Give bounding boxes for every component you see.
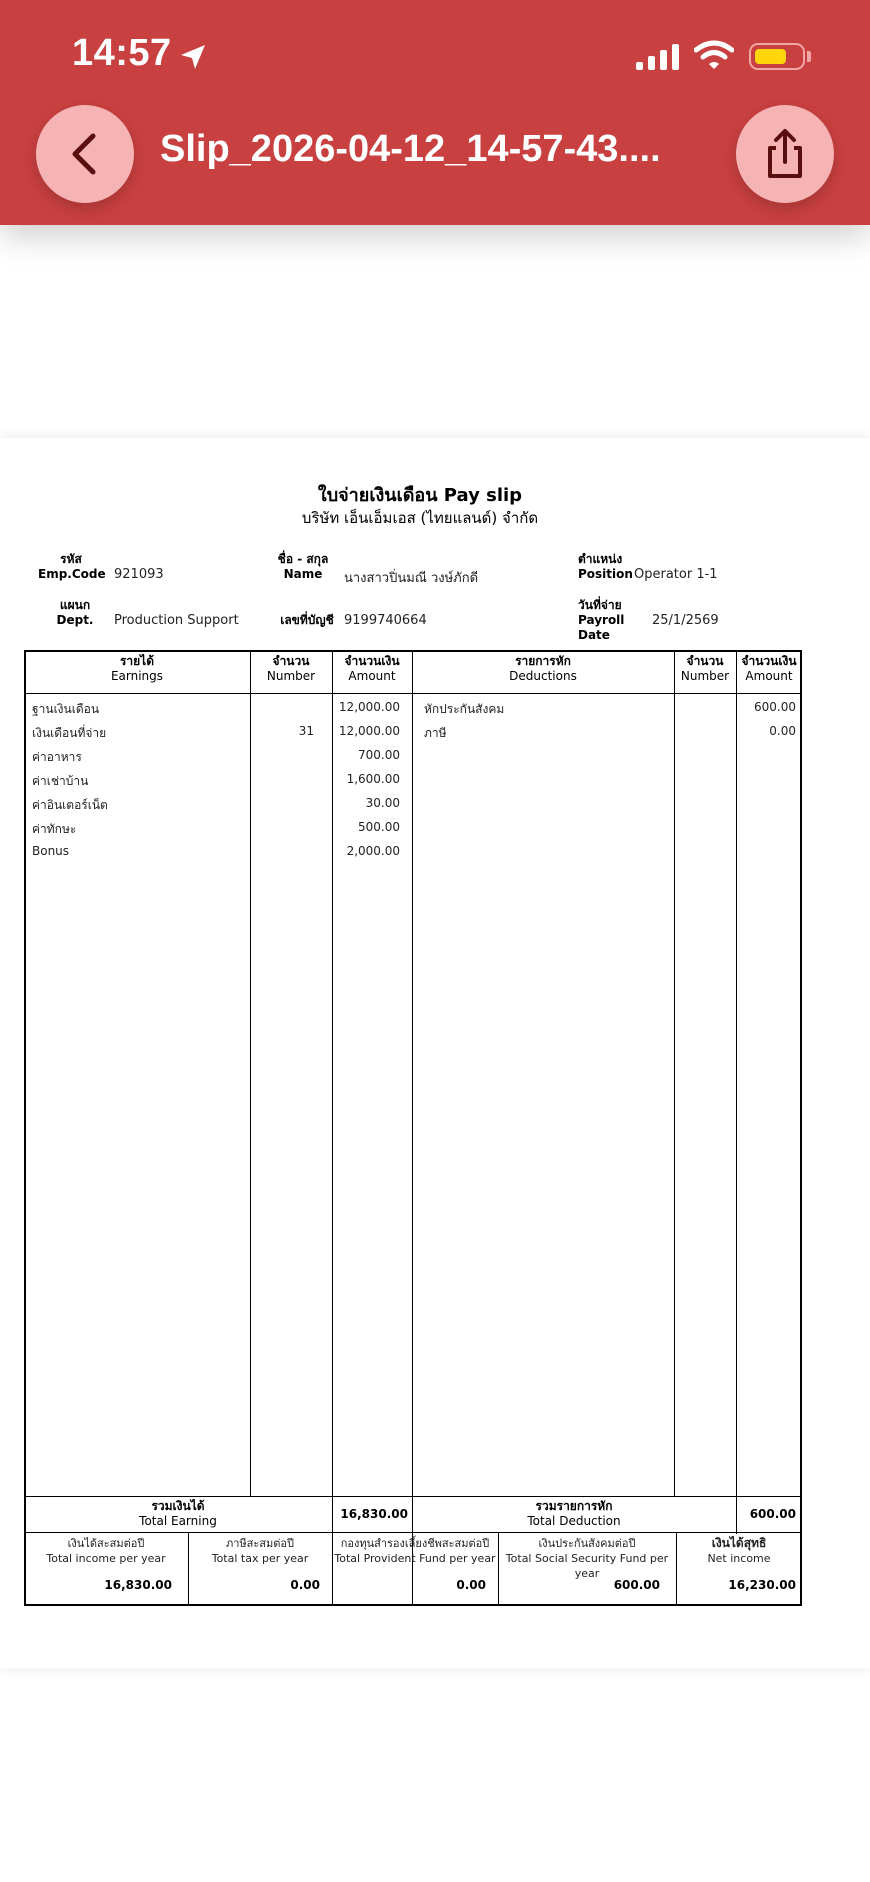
battery-icon bbox=[749, 43, 805, 70]
emp-code-value: 921093 bbox=[114, 567, 164, 582]
col-number-2: จำนวน Number bbox=[680, 654, 730, 683]
earning-amount: 1,600.00 bbox=[346, 772, 400, 786]
dept-label: แผนก Dept. bbox=[56, 598, 94, 627]
chevron-left-icon bbox=[65, 130, 105, 178]
earning-amount: 30.00 bbox=[365, 796, 400, 810]
earning-amount: 12,000.00 bbox=[338, 724, 400, 738]
earning-amount: 12,000.00 bbox=[338, 700, 400, 714]
footer-provident-value: 0.00 bbox=[456, 1578, 486, 1592]
deduction-label: ภาษี bbox=[424, 726, 447, 740]
position-value: Operator 1-1 bbox=[634, 567, 718, 582]
total-deduction-value: 600.00 bbox=[749, 1507, 796, 1521]
total-earning-value: 16,830.00 bbox=[340, 1507, 408, 1521]
total-deduction-label: รวมรายการหัก Total Deduction bbox=[527, 1499, 621, 1528]
earning-amount: 500.00 bbox=[358, 820, 400, 834]
footer-social-security-label: เงินประกันสังคมต่อปี Total Social Security Fund per year bbox=[505, 1537, 669, 1580]
earning-label: เงินเดือนที่จ่าย bbox=[32, 726, 107, 740]
footer-net-income-value: 16,230.00 bbox=[728, 1578, 796, 1592]
col-deductions: รายการหัก Deductions bbox=[509, 654, 577, 683]
account-value: 9199740664 bbox=[344, 613, 427, 628]
footer-net-income-label: เงินได้สุทธิ Net income bbox=[707, 1536, 771, 1565]
name-value: นางสาวปิ่นมณี วงษ์ภักดี bbox=[344, 571, 479, 586]
footer-tax-value: 0.00 bbox=[290, 1578, 320, 1592]
name-label: ชื่อ - สกุล Name bbox=[277, 552, 329, 581]
status-time: 14:57 bbox=[72, 32, 172, 74]
col-amount-2: จำนวนเงิน Amount bbox=[741, 654, 797, 683]
wifi-icon bbox=[694, 40, 734, 70]
footer-income-value: 16,830.00 bbox=[104, 1578, 172, 1592]
company-name: บริษัท เอ็นเอ็มเอส (ไทยแลนด์) จำกัด bbox=[301, 509, 539, 527]
share-button[interactable] bbox=[736, 105, 834, 203]
back-button[interactable] bbox=[36, 105, 134, 203]
footer-provident-label: กองทุนสำรองเลี้ยงชีพสะสมต่อปี Total Provident Fund per year bbox=[334, 1537, 496, 1565]
earning-amount: 700.00 bbox=[358, 748, 400, 762]
earning-label: ค่าเช่าบ้าน bbox=[32, 774, 89, 788]
footer-tax-label: ภาษีสะสมต่อปี Total tax per year bbox=[211, 1537, 309, 1565]
earning-label: ค่าอินเตอร์เน็ต bbox=[32, 798, 108, 812]
account-label: เลขที่บัญชี bbox=[280, 613, 334, 627]
earning-amount: 2,000.00 bbox=[346, 844, 400, 858]
col-amount: จำนวนเงิน Amount bbox=[344, 654, 400, 683]
earning-number: 31 bbox=[298, 724, 314, 738]
total-earning-label: รวมเงินได้ Total Earning bbox=[139, 1499, 217, 1528]
dept-value: Production Support bbox=[114, 613, 239, 628]
payslip-table bbox=[24, 650, 802, 1606]
share-icon bbox=[762, 128, 808, 180]
footer-income-label: เงินได้สะสมต่อปี Total income per year bbox=[46, 1537, 166, 1565]
footer-social-security-value: 600.00 bbox=[613, 1578, 660, 1592]
earning-label: Bonus bbox=[32, 844, 70, 858]
location-arrow-icon bbox=[178, 42, 208, 72]
payroll-date-value: 25/1/2569 bbox=[652, 613, 719, 628]
deduction-label: หักประกันสังคม bbox=[424, 702, 505, 716]
earning-label: ค่าทักษะ bbox=[32, 822, 77, 836]
position-label: ตำแหน่ง Position bbox=[578, 552, 633, 581]
payslip-title: ใบจ่ายเงินเดือน Pay slip bbox=[317, 485, 523, 506]
col-earnings: รายได้ Earnings bbox=[110, 654, 164, 683]
col-number: จำนวน Number bbox=[266, 654, 316, 683]
app-header bbox=[0, 0, 870, 225]
payslip-page bbox=[0, 438, 870, 1668]
earning-label: ฐานเงินเดือน bbox=[32, 702, 100, 716]
payroll-date-label: วันที่จ่าย Payroll Date bbox=[578, 598, 625, 642]
emp-code-label: รหัส Emp.Code bbox=[38, 552, 106, 581]
deduction-amount: 600.00 bbox=[754, 700, 796, 714]
deduction-amount: 0.00 bbox=[769, 724, 796, 738]
earning-label: ค่าอาหาร bbox=[32, 750, 82, 764]
document-title: Slip_2026-04-12_14-57-43.... bbox=[160, 128, 661, 170]
cellular-signal-icon bbox=[636, 44, 680, 70]
